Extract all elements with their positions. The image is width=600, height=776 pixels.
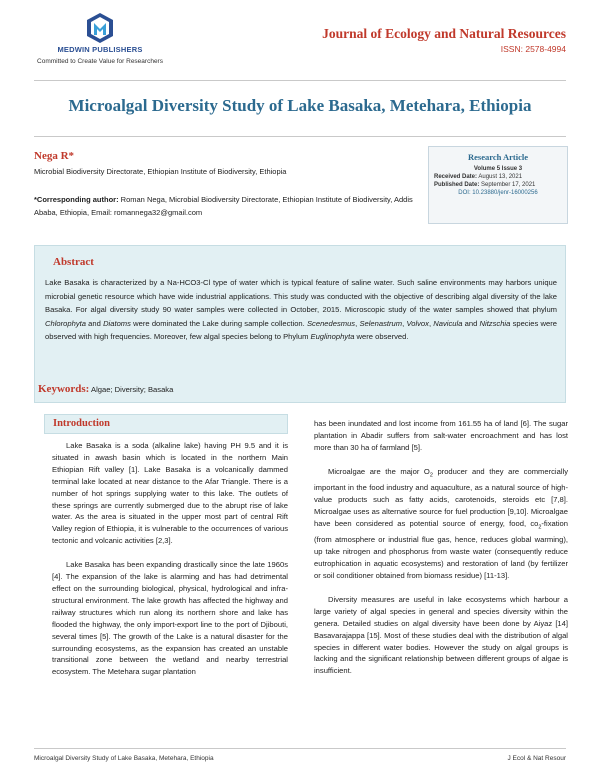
- journal-issn: ISSN: 2578-4994: [500, 44, 566, 54]
- article-title: Microalgal Diversity Study of Lake Basaka, Metehara, Ethiopia: [68, 96, 532, 115]
- abstract-part: and: [462, 318, 480, 328]
- taxon: Navicula: [433, 318, 463, 328]
- published-value: September 17, 2021: [479, 182, 536, 188]
- volume-issue: Volume 5 Issue 3: [473, 166, 523, 172]
- introduction-heading: Introduction: [53, 418, 110, 429]
- abstract-part: ,: [402, 318, 407, 328]
- right-column: [314, 418, 568, 689]
- taxon: Chlorophyta: [45, 318, 86, 328]
- publisher-name: MEDWIN PUBLISHERS: [57, 45, 143, 54]
- paragraph: Lake Basaka is a soda (alkaline lake) having PH 9.5 and it is situated in awash basin which is located in the northern Main Ethiopian Rift valley [1]. Lake Basaka is a volcanically dammed terminal lake located at near distance to the Afar Triangle. There is a number of hot springs supplying water to this lake. The outlets of these springs are currently submerged due to the abrupt rise of lake water. As the area is situated in the upper most part of central Rift Valley region of Ethiopia, it is vulnerable to the occurrences of various tectonic and volcanic activities [2,3].: [52, 441, 288, 546]
- published-label: Published Date:: [434, 182, 480, 188]
- taxon: Nitzschia: [479, 318, 511, 328]
- introduction-heading-box: [44, 414, 288, 434]
- taxon: Volvox: [406, 318, 429, 328]
- paragraph-part: -fixation (from atmosphere or industrial flue gas, hence, reduces global warming), up take nitrogen and phosphorus from waste water (consequently reduce eutrophication in aquatic ecosystems) and restoration of land (by fertilizer or soil conditioner obtained from biomass residue) [11-13].: [314, 518, 568, 580]
- received-label: Received Date:: [434, 174, 478, 180]
- abstract-part: species were observed with high frequencies. Moreover, few algal species belong to Phylum: [45, 318, 557, 342]
- taxon: Diatoms: [103, 318, 131, 328]
- subscript: 2: [538, 524, 542, 531]
- header-divider: [34, 80, 566, 81]
- keywords-text: Algae; Diversity; Basaka: [89, 385, 174, 394]
- paragraph: Diversity measures are useful in lake ecosystems which harbour a large variety of algal species in general and species diversity within the genera. Detailed studies on algal diversity have been done by Aiyaz [14] Basavarajappa [15]. Most of these studies deal with the distribution of algal species in different water bodies. However the study on algal groups is lacking and the significant relationship between different groups of algae is insufficient.: [314, 594, 568, 676]
- paragraph: has been inundated and lost income from 161.55 ha of land [6]. The sugar plantation in Abadir suffers from salt-water encroachment and has lost more than 30 ha of farmland [5].: [314, 419, 568, 452]
- doi-link[interactable]: DOI: 10.23880/jenr-16000256: [458, 190, 538, 196]
- taxon: Scenedesmus: [306, 318, 356, 328]
- taxon: Euglinophyta: [310, 332, 355, 342]
- paragraph-part: Microalgae are the major O: [328, 466, 430, 476]
- subscript: 2: [429, 472, 433, 479]
- medwin-logo-icon: [86, 12, 114, 44]
- article-type: Research Article: [467, 152, 529, 162]
- corresponding-author-text: Roman Nega, Microbial Biodiversity Directorate, Ethiopian Institute of Biodiversity, Addis Ababa, Ethiopia, Email: romannega32@gmail.com: [34, 195, 413, 217]
- left-column: [52, 440, 288, 690]
- keywords: [38, 383, 173, 395]
- journal-header: [322, 26, 566, 54]
- paragraph: Lake Basaka has been expanding drastically since the late 1960s [4]. The expansion of the lake is alarming and has had detrimental effect on the surrounding biological, physical, hydrological and infra-structural environment. The lake growth has affected the highway and railway structures which run along its northern shore and lake has flooded the highway, the only import-export line to the port of Djibouti, several times [5]. The growth of the Lake is a natural disaster for the surrounding ecosystems, as the expansion has created an unstable transitional zone between the wetland and nearby terrestrial ecosystem. The Metehara sugar plantation: [52, 560, 288, 677]
- footer-journal: J Ecol & Nat Resour: [507, 755, 566, 762]
- keywords-label: Keywords:: [38, 383, 90, 395]
- title-divider: [34, 136, 566, 137]
- footer-divider: [34, 748, 566, 749]
- corresponding-author-label: *Corresponding author:: [34, 195, 119, 204]
- abstract-part: Lake Basaka is characterized by a Na-HCO3-Cl type of water which is typical feature of saline water. Such saline environments may harbors unique microbial genetic resource which have wide industrial applications. This study was conducted with the objective of describing algal diversity of the lake Basaka. For algal diversity study 90 water samples were collected in October, 2015. Microscopic study of the water samples showed that phylum: [45, 278, 557, 315]
- paragraph-part: producer and they are commercially important in the food industry and aquaculture, as a natural source of high-value products such as fatty acids, carotenoids, steroids etc [7,8]. Microalgae uses as alternative source for fuel production [9,10]. Microalgae have been considered as potential source of energy, food, co: [314, 466, 568, 528]
- corresponding-author: [34, 194, 416, 219]
- published-date: [429, 181, 567, 189]
- author-affiliation: Microbial Biodiversity Directorate, Ethiopian Institute of Biodiversity, Ethiopia: [34, 167, 287, 176]
- abstract-part: ,: [355, 318, 360, 328]
- article-info-box: [428, 146, 568, 224]
- taxon: Selenastrum: [359, 318, 403, 328]
- footer-title: Microalgal Diversity Study of Lake Basaka, Metehara, Ethiopia: [34, 755, 214, 762]
- publisher-tagline: Committed to Create Value for Researchers: [37, 58, 163, 65]
- abstract-part: were dominated the Lake during sample collection.: [130, 318, 307, 328]
- paragraph: [314, 466, 568, 582]
- received-date: [429, 173, 567, 181]
- abstract-heading: Abstract: [53, 256, 94, 268]
- abstract-part: and: [85, 318, 104, 328]
- journal-name: Journal of Ecology and Natural Resources: [322, 26, 566, 41]
- author-name: Nega R*: [34, 150, 75, 162]
- abstract-part: were observed.: [354, 332, 409, 342]
- publisher-logo: [30, 12, 170, 65]
- received-value: August 13, 2021: [477, 174, 523, 180]
- abstract-part: ,: [428, 318, 434, 328]
- abstract-box: [34, 245, 566, 403]
- abstract-text: [35, 268, 565, 344]
